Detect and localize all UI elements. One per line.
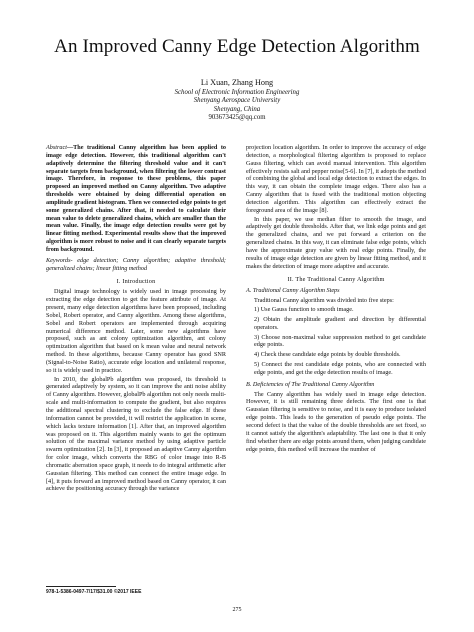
- author-email[interactable]: 903673425@qq.com: [208, 114, 266, 122]
- step-item: 3) Choose non-maximal value suppression method to get candidate edge points.: [254, 333, 426, 349]
- subsection-heading-deficiencies: B. Deficiencies of The Traditional Canny Algorithm: [246, 380, 375, 388]
- paper-title: An Improved Canny Edge Detection Algorithm: [54, 36, 420, 57]
- intro-paragraph-2: In 2010, the globalPb algorithm was proposed, its threshold is generated adaptively by system, so it can improve the anti noise ability of Canny algorithm. However, globalPb algorithm not only needs multi-scale and multi-information to compute the gradient, but also requires the additional spectral clustering to exclude the false edge. If these information cannot be provided, it will restrict the application in scene, which lacks texture information [1]. After that, an improved algorithm was proposed on it. This algorithm mainly wants to get the optimum solution of the maximal variance method by using adaptive particle swarm optimization [2]. In [3], it proposed an adaptive Canny algorithm for color image, which converts the RBG of color image into R-B chromatic aberration space graph, it needs to do integral arithmetic after Gaussian filtering. This method can connect the entire image edge. In [4], it puts forward an improved method based on Canny operator, it can achieve the positioning accuracy through the variance: [46, 375, 226, 493]
- affiliation-school: School of Electronic Information Engineering: [174, 88, 300, 96]
- section-heading-introduction: I. Introduction: [116, 277, 156, 285]
- author-names: Li Xuan, Zhang Hong: [200, 78, 274, 87]
- page-number: 275: [232, 607, 242, 613]
- intro-paragraph-4: In this paper, we use median filter to smooth the image, and adaptively get double thresholds. After that, we link edge points and get the generalized chains, and we put forward a criterion on the generalized chains. In this way, it can eliminate false edge points, which have the approximate gray value with real edge points. Finally, the results of image edge detection are given by linear fitting method, and it makes the detection of image more adaptive and accurate.: [246, 215, 426, 270]
- left-column: [46, 144, 226, 494]
- affiliation-city: Shenyang, China: [213, 105, 261, 113]
- subsection-heading-steps: A. Traditional Canny Algorithm Steps: [246, 287, 340, 295]
- author-block: [0, 79, 474, 123]
- step-item: 4) Check these candidate edge points by double thresholds.: [254, 351, 401, 359]
- step-item: 2) Obtain the amplitude gradient and direction by differential operators.: [254, 315, 426, 331]
- affiliation-university: Shenyang Aerospace University: [193, 97, 281, 105]
- abstract: [46, 144, 226, 254]
- keywords: Keywords- edge detection; Canny algorithm; adaptive threshold; generalized chains; linear fitting method: [46, 256, 226, 272]
- intro-paragraph-1: Digital image technology is widely used in image processing by extracting the edge detection to get the feature attribute of image. At present, many edge detection algorithms have been proposed, including Sobel, Robert operator, and Canny algorithm. Among these algorithms, Sobel and Robert operators are implemented through acquiring numerical difference method. Later, some new algorithms have proposed, such as ant colony optimization algorithm, ant colony optimization algorithm that based on k mean value and neural network method. In these algorithms, because Canny operator has good SNR (Signal-to-Noise Ratio), accurate edge location and unilateral response, so it is widely used in practice.: [46, 288, 226, 374]
- footer-divider: [46, 586, 116, 587]
- abstract-text: —The traditional Canny algorithm has been applied to image edge detection. However, this traditional algorithm can't adaptively determine the filtering threshold value and it can't separate targets from background, when filtering the lower contrast image. Therefore, in response to these problems, this paper proposed an improved method on Canny algorithm. Two adaptive thresholds were obtained by doing differential operation on amplitude gradient histogram. Then we connected edge points to get some generalized chains. After that, it needed to calculate their mean value to delete generalized chains, which are smaller than the mean value. Finally, the image edge detection results were got by linear fitting method. Experimental results show that the improved algorithm is more robust to noise and it can clearly separate targets from background.: [46, 144, 227, 253]
- copyright-footer: 978-1-5386-0497-7/17/$31.00 ©2017 IEEE: [46, 589, 142, 595]
- step-item: 1) Use Gauss function to smooth image.: [254, 306, 354, 314]
- intro-paragraph-3: projection location algorithm. In order to improve the accuracy of edge detection, a morphological filtering algorithm is proposed to replace Gauss filtering, which can avoid manual intervention. This algorithm effectively resists salt and pepper noise[5-6]. In [7], it adopts the method of combining the global and local edge detection to extract the edges. In this way, it can obtain the complete image edges. There also has a Canny algorithm that is fused with the traditional motion objecting detection algorithm. This algorithm can effectively extract the foreground area of the image [8].: [246, 144, 426, 214]
- step-item: 5) Connect the rest candidate edge points, who are connected with edge points, and get the edge detection results of image.: [254, 361, 426, 376]
- right-column: [246, 144, 426, 454]
- section-heading-traditional-canny: II. The Traditional Canny Algorithm: [287, 275, 385, 283]
- steps-intro: Traditional Canny algorithm was divided into five steps:: [254, 297, 394, 305]
- abstract-lead: Abstract: [46, 144, 67, 151]
- deficiencies-paragraph: The Canny algorithm has widely used in image edge detection. However, it is still remaining three defects. The first one is that Gaussian filtering is sensitive to noise, and it is easy to produce isolated edge points. This leads to the generation of pseudo edge points. The second defect is that the value of the double thresholds are set fixed, so it cannot satisfy the algorithm's adaptability. The last one is that it only find whether there are edge points around them, when judging candidate edge points, this method will increase the number of: [246, 390, 426, 453]
